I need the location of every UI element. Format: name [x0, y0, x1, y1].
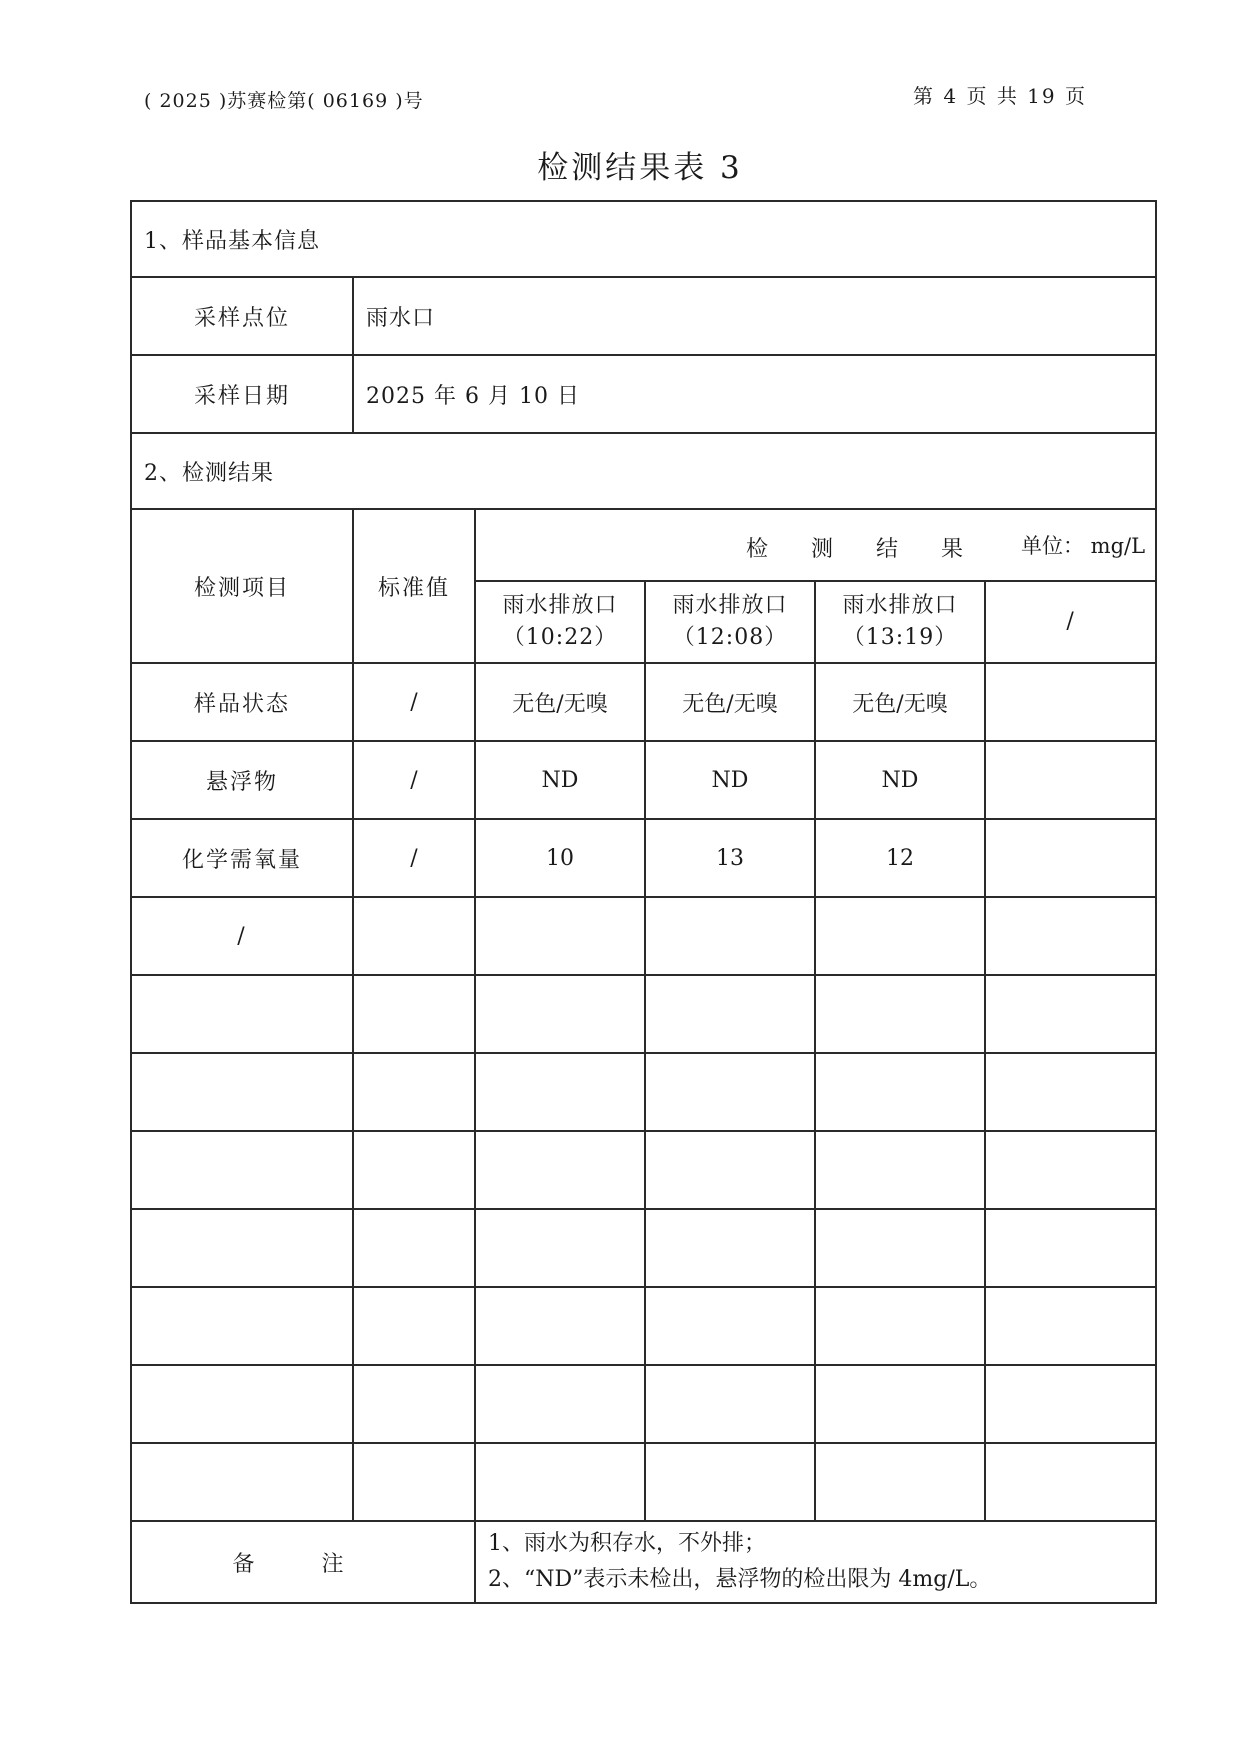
sample-header-4: /	[985, 581, 1156, 663]
page-title: 检测结果表 3	[537, 150, 743, 186]
empty-row	[131, 1365, 1156, 1443]
row-value: 10	[475, 819, 645, 897]
row-item: 化学需氧量	[131, 819, 353, 897]
table-row	[131, 741, 1156, 819]
row-value	[985, 819, 1156, 897]
row-value: 无色/无嗅	[815, 663, 985, 741]
row-value	[475, 897, 645, 975]
section2-heading: 2、检测结果	[131, 433, 1156, 509]
info-row-location	[131, 277, 1156, 355]
row-value: ND	[475, 741, 645, 819]
col-item-header: 检测项目	[131, 509, 353, 663]
row-value	[815, 897, 985, 975]
row-value: 无色/无嗅	[645, 663, 815, 741]
info-row-date	[131, 355, 1156, 433]
table-row	[131, 819, 1156, 897]
date-label: 采样日期	[131, 355, 353, 433]
empty-row	[131, 1287, 1156, 1365]
results-table	[130, 200, 1157, 1604]
empty-row	[131, 975, 1156, 1053]
row-value: 无色/无嗅	[475, 663, 645, 741]
sample-header-1: 雨水排放口 （10:22）	[475, 581, 645, 663]
page-info: 第 4 页 共 19 页	[913, 84, 1087, 108]
sample-header-3: 雨水排放口 （13:19）	[815, 581, 985, 663]
section2-heading-row	[131, 433, 1156, 509]
row-standard: /	[353, 663, 475, 741]
table-row	[131, 663, 1156, 741]
empty-row	[131, 1209, 1156, 1287]
unit-label: 单位： mg/L	[1021, 534, 1146, 558]
row-standard: /	[353, 819, 475, 897]
table-row	[131, 897, 1156, 975]
col-standard-header: 标准值	[353, 509, 475, 663]
row-standard: /	[353, 741, 475, 819]
note-line-2: 2、“ND”表示未检出，悬浮物的检出限为 4mg/L。	[488, 1567, 992, 1592]
results-header-row	[131, 509, 1156, 581]
notes-row	[131, 1521, 1156, 1603]
row-standard	[353, 897, 475, 975]
note-line-1: 1、雨水为积存水，不外排；	[488, 1531, 766, 1556]
empty-row	[131, 1131, 1156, 1209]
results-title-cell	[475, 509, 1156, 581]
row-value	[985, 741, 1156, 819]
row-value: ND	[815, 741, 985, 819]
row-value: 12	[815, 819, 985, 897]
location-value: 雨水口	[353, 277, 1156, 355]
row-value	[645, 897, 815, 975]
row-value: ND	[645, 741, 815, 819]
notes-text	[475, 1521, 1156, 1603]
empty-row	[131, 1053, 1156, 1131]
row-item: 悬浮物	[131, 741, 353, 819]
report-number: ( 2025 )苏赛检第( 06169 )号	[144, 90, 424, 112]
date-value: 2025 年 6 月 10 日	[353, 355, 1156, 433]
sample-header-2: 雨水排放口 （12:08）	[645, 581, 815, 663]
row-item: /	[131, 897, 353, 975]
notes-label: 备 注	[131, 1521, 475, 1603]
row-value	[985, 663, 1156, 741]
section1-heading-row	[131, 201, 1156, 277]
row-value: 13	[645, 819, 815, 897]
section1-heading: 1、样品基本信息	[131, 201, 1156, 277]
results-title: 检 测 结 果	[746, 537, 981, 562]
row-value	[985, 897, 1156, 975]
location-label: 采样点位	[131, 277, 353, 355]
empty-row	[131, 1443, 1156, 1521]
row-item: 样品状态	[131, 663, 353, 741]
